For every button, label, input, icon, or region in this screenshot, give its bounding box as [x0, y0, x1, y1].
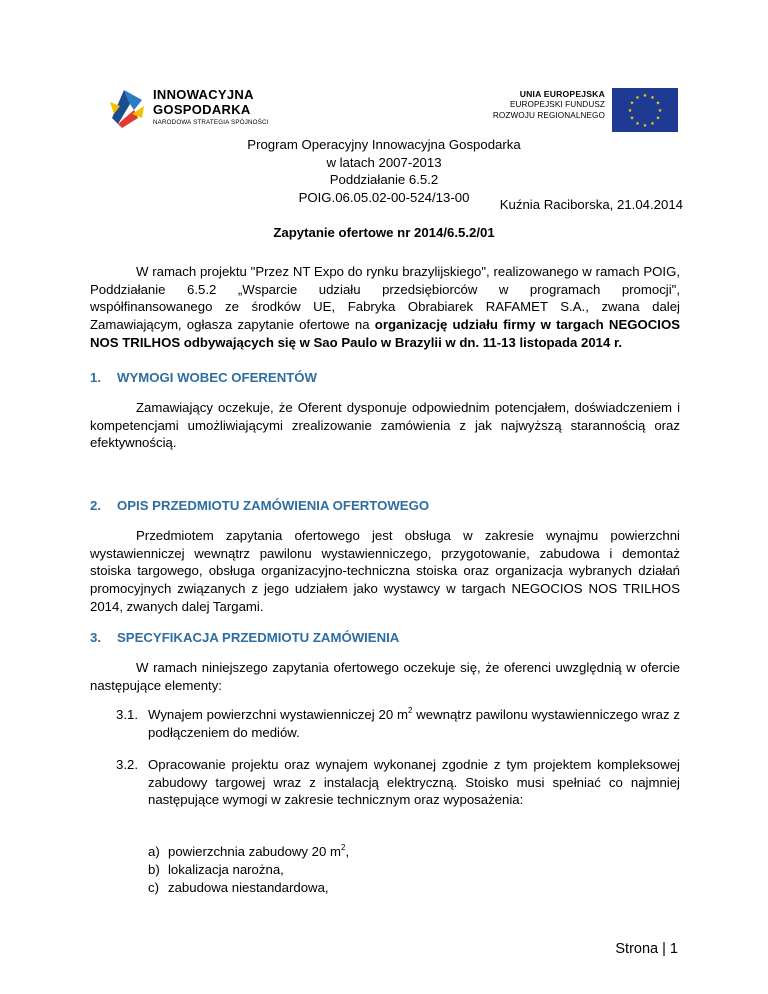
- subitem-3-2: [116, 756, 680, 809]
- ig-logo-mark-icon: [108, 84, 148, 130]
- svg-text:★: ★: [642, 123, 648, 129]
- svg-text:★: ★: [635, 95, 640, 101]
- intro-text: W ramach projektu "Przez NT Expo do rynku brazylijskiego", realizowanego w ramach POIG, Poddziałanie 6.5.2 „Wsparcie udziału przedsiębiorców w programach promocji", współfinansowanego ze środków UE, Fabryka Obrabiarek RAFAMET S.A., zwana dalej Zamawiającym, ogłasza zapytanie ofertowe na: [90, 264, 680, 333]
- document-title: Zapytanie ofertowe nr 2014/6.5.2/01: [273, 225, 495, 240]
- eu-logo-line3: ROZWOJU REGIONALNEGO: [492, 110, 605, 120]
- eu-logo: [470, 88, 678, 132]
- intro-paragraph: [90, 263, 680, 352]
- intro-bold-text: organizację udziału firmy w targach NEGOCIOS NOS TRILHOS odbywających się w Sao Paulo w Brazylii w dn. 11-13 listopada 2014 r.: [90, 317, 680, 350]
- ig-logo-line2: GOSPODARKA: [153, 102, 251, 117]
- list-item: a) powierzchnia zabudowy 20 $m^2$,: [148, 843, 350, 859]
- svg-text:★: ★: [635, 121, 640, 127]
- ig-logo-line3: NARODOWA STRATEGIA SPÓJNOŚCI: [153, 119, 269, 126]
- svg-text:★: ★: [627, 108, 633, 114]
- svg-text:★: ★: [657, 108, 663, 114]
- svg-text:★: ★: [629, 115, 635, 122]
- list-item: c) zabudowa niestandardowa,: [148, 880, 329, 895]
- svg-text:★: ★: [650, 95, 655, 101]
- subitem-number: 3.1.: [116, 707, 138, 722]
- program-line: Program Operacyjny Innowacyjna Gospodarka: [247, 137, 521, 152]
- svg-text:★: ★: [650, 121, 655, 127]
- subitem-3-1: 3.1. Wynajem powierzchni wystawienniczej 20 $m^2$ wewnątrz pawilonu wystawienniczego wraz z podłączeniem do mediów.: [116, 706, 680, 740]
- eu-flag-icon: [612, 88, 678, 132]
- page-number: Strona | 1: [615, 941, 678, 957]
- section-heading-3: 3. SPECYFIKACJA PRZEDMIOTU ZAMÓWIENIA: [90, 630, 400, 645]
- program-line: w latach 2007-2013: [326, 154, 442, 170]
- eu-logo-line1: UNIA EUROPEJSKA: [519, 89, 605, 99]
- svg-text:★: ★: [655, 115, 661, 122]
- date-line: Kuźnia Raciborska, 21.04.2014: [499, 197, 683, 212]
- svg-text:★: ★: [629, 100, 635, 107]
- section-1-text: Zamawiający oczekuje, że Oferent dysponuje odpowiednim potencjałem, doświadczeniem i kompetencjami umożliwiającymi zrealizowanie zamówienia z jak najwyższą starannością oraz efektywnością.: [90, 400, 680, 451]
- section-2-text: Przedmiotem zapytania ofertowego jest obsługa w zakresie wynajmu powierzchni wystawienniczej wewnątrz pawilonu wystawienniczego, przygotowanie, zabudowa i demontaż stoiska targowego, obsługa organizacyjno-techniczna stoiska oraz organizacja wybranych działań promocyjnych związanych z jego udziałem jako wystawcy w targach NEGOCIOS NOS TRILHOS 2014, zwanych dalej Targami.: [90, 528, 680, 614]
- program-line: POIG.06.05.02-00-524/13-00: [298, 189, 470, 205]
- section-3-text: W ramach niniejszego zapytania ofertowego oczekuje się, że oferenci uwzględnią w ofercie następujące elementy:: [90, 660, 680, 693]
- svg-text:★: ★: [655, 100, 661, 107]
- subitem-number: 3.2.: [116, 757, 138, 772]
- subitem-text: Opracowanie projektu oraz wynajem wykonanej zgodnie z tym projektem kompleksowej zabudowy targowej wraz z instalacją elektryczną. Stoisko musi spełniać co najmniej następujące wymogi w zakresie technicznym oraz wyposażenia:: [148, 757, 680, 808]
- innowacyjna-gospodarka-logo: [108, 84, 268, 132]
- list-item: b) lokalizacja narożna,: [148, 862, 284, 877]
- svg-text:★: ★: [642, 93, 648, 99]
- section-heading-2: 2. OPIS PRZEDMIOTU ZAMÓWIENIA OFERTOWEGO: [90, 498, 430, 513]
- section-heading-1: 1. WYMOGI WOBEC OFERENTÓW: [90, 370, 317, 385]
- eu-logo-line2: EUROPEJSKI FUNDUSZ: [509, 100, 605, 109]
- ig-logo-line1: INNOWACYJNA: [153, 87, 254, 102]
- program-info: [0, 136, 768, 206]
- program-line: Poddziałanie 6.5.2: [329, 172, 439, 188]
